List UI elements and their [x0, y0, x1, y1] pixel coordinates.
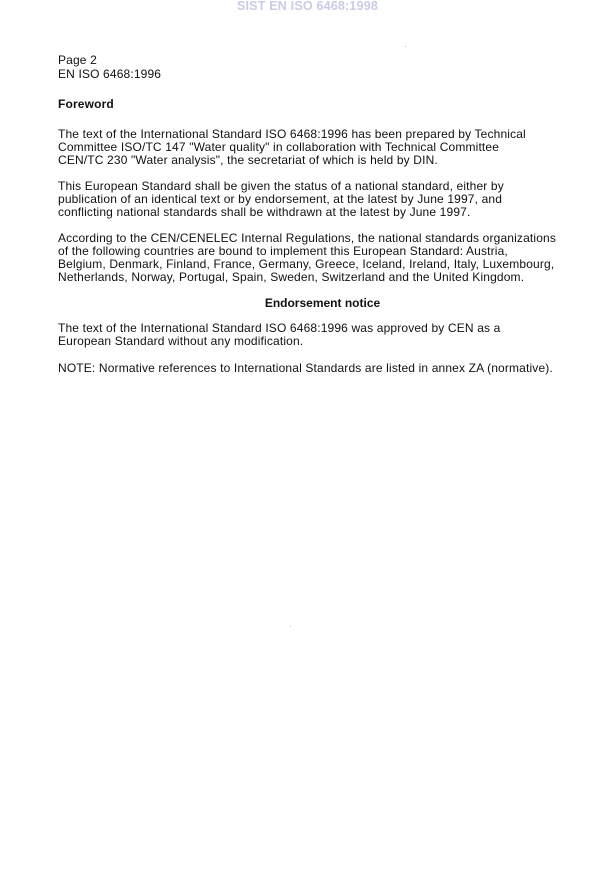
text-line: This European Standard shall be given the status of a national standard, either by	[58, 179, 504, 193]
watermark: SIST EN ISO 6468:1998	[236, 0, 379, 13]
foreword-paragraph-3	[58, 232, 556, 284]
text-line: conflicting national standards shall be withdrawn at the latest by June 1997.	[58, 205, 471, 219]
normative-note: NOTE: Normative references to International Standards are listed in annex ZA (normative).	[58, 361, 553, 375]
foreword-paragraph-2	[58, 180, 504, 219]
scan-speck	[290, 626, 291, 627]
text-line: According to the CEN/CENELEC Internal Regulations, the national standards organizations	[58, 231, 556, 245]
text-line: of the following countries are bound to implement this European Standard: Austria,	[58, 244, 508, 258]
foreword-heading: Foreword	[58, 97, 114, 111]
text-line: Belgium, Denmark, Finland, France, Germany, Greece, Iceland, Ireland, Italy, Luxembourg,	[58, 257, 555, 271]
endorsement-paragraph	[58, 322, 500, 348]
text-line: The text of the International Standard ISO 6468:1996 was approved by CEN as a	[58, 321, 501, 335]
endorsement-heading: Endorsement notice	[264, 296, 381, 310]
text-line: The text of the International Standard ISO 6468:1996 has been prepared by Technical	[58, 127, 526, 141]
text-line: CEN/TC 230 "Water analysis", the secretariat of which is held by DIN.	[58, 153, 438, 167]
page-number: Page 2	[58, 53, 97, 67]
text-line: publication of an identical text or by endorsement, at the latest by June 1997, and	[58, 192, 503, 206]
text-line: European Standard without any modification.	[58, 334, 304, 348]
document-id: EN ISO 6468:1996	[58, 67, 162, 81]
text-line: Netherlands, Norway, Portugal, Spain, Sweden, Switzerland and the United Kingdom.	[58, 270, 525, 284]
text-line: Committee ISO/TC 147 "Water quality" in collaboration with Technical Committee	[58, 140, 500, 154]
scan-speck	[405, 46, 406, 47]
foreword-paragraph-1	[58, 128, 526, 167]
